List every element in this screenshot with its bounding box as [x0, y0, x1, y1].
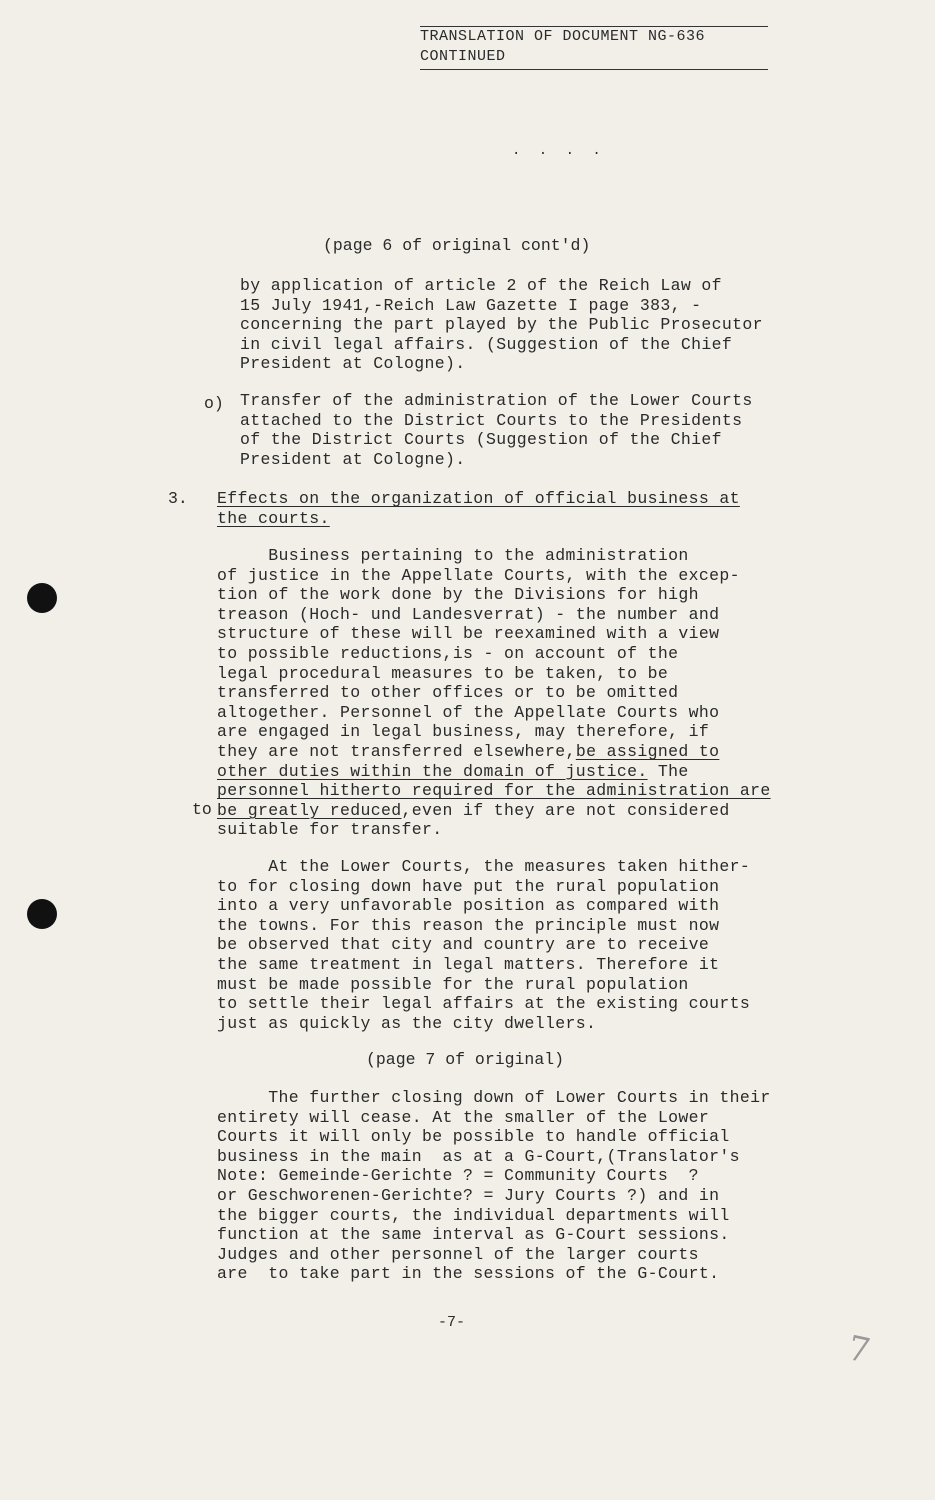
further-line: business in the main as at a G-Court,(Translator's — [217, 1146, 740, 1166]
business-line12-underlined: other duties within the domain of justice. — [217, 761, 648, 781]
lower-courts-line: the towns. For this reason the principle must now — [217, 915, 720, 935]
further-line: Note: Gemeinde-Gerichte ? = Community Courts ? — [217, 1166, 699, 1186]
section3-title — [217, 489, 740, 528]
intro-paragraph — [240, 276, 763, 374]
lower-courts-line: the same treatment in legal matters. Therefore it — [217, 954, 720, 974]
business-line11-underlined: be assigned to — [575, 742, 720, 761]
further-line: entirety will cease. At the smaller of the Lower — [217, 1107, 710, 1127]
lower-courts-line: At the Lower Courts, the measures taken hither- — [217, 857, 751, 876]
margin-note: to — [192, 800, 212, 819]
intro-line: President at Cologne). — [240, 354, 466, 374]
further-line: function at the same interval as G-Court sessions. — [217, 1225, 730, 1245]
item-o-line: President at Cologne). — [240, 449, 466, 469]
item-o-paragraph — [240, 391, 753, 469]
pencil-page-mark: 7 — [844, 1328, 874, 1372]
business-line: Business pertaining to the administration — [217, 546, 689, 565]
section3-number: 3. — [168, 489, 188, 508]
business-line13-underlined: personnel hitherto required for the administration are — [217, 781, 771, 801]
intro-line: in civil legal affairs. (Suggestion of the Chief — [240, 334, 733, 354]
lower-courts-line: just as quickly as the city dwellers. — [217, 1013, 597, 1033]
lower-courts-paragraph — [217, 857, 750, 1033]
item-o-line: Transfer of the administration of the Lower Courts — [240, 391, 753, 410]
intro-line: concerning the part played by the Public Prosecutor — [240, 315, 763, 335]
business-line: structure of these will be reexamined with a view — [217, 624, 720, 644]
business-line: are engaged in legal business, may therefore, if — [217, 722, 710, 742]
page7-heading: (page 7 of original) — [366, 1050, 565, 1069]
header-continued: CONTINUED — [420, 47, 768, 70]
business-line: transferred to other offices or to be omitted — [217, 683, 679, 703]
further-line: The further closing down of Lower Courts in their — [217, 1088, 771, 1107]
punch-hole — [27, 899, 57, 929]
further-line: Judges and other personnel of the larger courts — [217, 1244, 699, 1264]
business-line: to possible reductions,is - on account of the — [217, 643, 679, 663]
business-line14-underlined: be greatly reduced — [217, 800, 402, 820]
business-line12-plain: The — [647, 761, 689, 781]
section3-title-line2: the courts. — [217, 508, 330, 528]
item-o-line: attached to the District Courts to the Presidents — [240, 410, 743, 430]
section3-title-line1: Effects on the organization of official business at — [217, 489, 740, 508]
lower-courts-line: must be made possible for the rural population — [217, 974, 689, 994]
top-dots: . . . . — [512, 143, 606, 159]
page6-heading: (page 6 of original cont'd) — [323, 236, 591, 255]
business-line14-plain: ,even if they are not considered — [401, 800, 730, 820]
further-line: the bigger courts, the individual departments will — [217, 1205, 730, 1225]
document-header — [420, 26, 768, 70]
further-line: are to take part in the sessions of the G-Court. — [217, 1264, 720, 1284]
business-line: tion of the work done by the Divisions for high — [217, 585, 699, 605]
lower-courts-line: to settle their legal affairs at the existing courts — [217, 994, 751, 1014]
business-line: altogether. Personnel of the Appellate Courts who — [217, 702, 720, 722]
business-line: treason (Hoch- und Landesverrat) - the number and — [217, 604, 720, 624]
business-line15: suitable for transfer. — [217, 820, 443, 840]
further-line: or Geschworenen-Gerichte? = Jury Courts ?) and in — [217, 1185, 720, 1205]
lower-courts-line: be observed that city and country are to receive — [217, 935, 710, 955]
lower-courts-line: into a very unfavorable position as compared with — [217, 896, 720, 916]
business-paragraph — [217, 546, 740, 742]
intro-line: by application of article 2 of the Reich Law of — [240, 276, 722, 295]
business-line: of justice in the Appellate Courts, with the excep- — [217, 565, 740, 585]
business-line11-plain: they are not transferred elsewhere, — [217, 742, 576, 761]
page-number: -7- — [438, 1314, 466, 1331]
item-o-marker: o) — [204, 394, 224, 413]
business-paragraph-continued — [217, 742, 771, 840]
punch-hole — [27, 583, 57, 613]
intro-line: 15 July 1941,-Reich Law Gazette I page 383, - — [240, 295, 702, 315]
header-title: TRANSLATION OF DOCUMENT NG-636 — [420, 26, 768, 47]
further-line: Courts it will only be possible to handle official — [217, 1127, 730, 1147]
business-line: legal procedural measures to be taken, to be — [217, 663, 669, 683]
lower-courts-line: to for closing down have put the rural population — [217, 876, 720, 896]
item-o-line: of the District Courts (Suggestion of the Chief — [240, 430, 722, 450]
further-paragraph — [217, 1088, 771, 1284]
